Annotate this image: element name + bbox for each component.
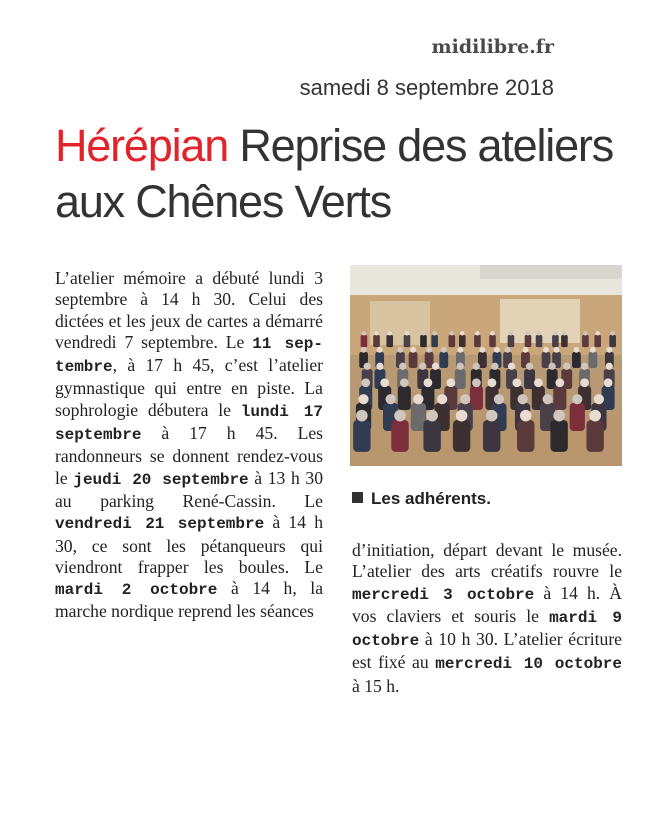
article-date-bold: lundi 17 septembre [55,402,324,445]
article-text: L’atelier mémoire a débuté lundi 3 septembre à 14 h 30. Celui des dictées et les jeux de cartes a démarré vendredi 7 septembre. Le [55,268,323,352]
article-date-bold: mardi 9 octobre [352,608,622,651]
caption-bullet-icon [352,492,363,503]
headline [55,118,635,230]
article-date-bold: mercredi 10 octobre [435,655,622,674]
photo-members [350,265,622,466]
headline-title: Reprise des ateliers aux Chênes Verts [55,120,614,227]
source-site: midilibre.fr [431,36,554,58]
publication-date: samedi 8 septembre 2018 [299,75,554,100]
article-text: à 14 h. À vos claviers et souris le [352,582,622,626]
photo-illustration [350,265,622,466]
article-text: d’initiation, départ devant le musée. L’atelier des arts créatifs rouvre le [352,540,622,582]
article-text: à 17 h 45. Les randonneurs se donnent rendez-vous le [55,423,323,488]
article-text: à 10 h 30. L’atelier écriture est fixé au [352,629,622,673]
article-text: à 15 h. [352,675,400,696]
article-date-bold: mercredi 3 octobre [352,585,535,604]
photo-caption [352,489,491,509]
article-column-1 [55,268,323,623]
article-text: , à 17 h 45, c’est l’atelier gymnastique qui entre en piste. La sophrologie débutera le [55,355,323,420]
article-text: à 14 h 30, ce sont les pétanqueurs qui viendront frapper les boules. Le [55,512,323,577]
article-date-bold: jeudi 20 septembre [73,470,249,489]
article-column-2 [352,540,622,697]
article-text: à 14 h, la marche nordique reprend les séances [55,578,323,622]
caption-text: Les adhérents. [371,489,491,508]
article-date-bold: vendredi 21 septembre [55,515,265,534]
article-date-bold: 11 septembre [55,334,323,377]
headline-town: Hérépian [55,120,229,171]
article-date-bold: mardi 2 octobre [55,581,218,600]
article-text: à 13 h 30 au parking René-Cassin. Le [55,467,323,511]
